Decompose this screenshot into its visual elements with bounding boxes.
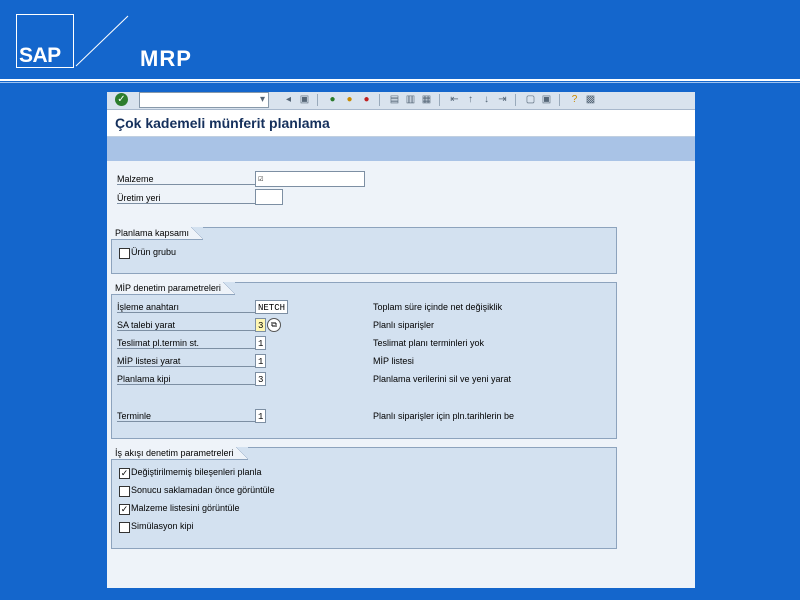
teslimat-pl-input[interactable]: 1	[255, 336, 266, 350]
group-is-akisi	[111, 447, 617, 549]
malzeme-input[interactable]	[255, 171, 365, 187]
planlama-kipi-input[interactable]: 3	[255, 372, 266, 386]
new-session-icon[interactable]: ▢	[525, 94, 536, 105]
isleme-anahtari-label: İşleme anahtarı	[117, 302, 255, 313]
sa-talebi-input[interactable]: 3	[255, 318, 266, 332]
sonucu-checkbox[interactable]	[119, 486, 130, 497]
sa-talebi-desc: Planlı siparişler	[373, 320, 435, 330]
last-page-icon[interactable]: ⇥	[498, 94, 507, 105]
mip-listesi-desc: MİP listesi	[373, 356, 414, 366]
back-nav-icon[interactable]: ●	[329, 94, 336, 105]
teslimat-pl-label: Teslimat pl.termin st.	[117, 338, 255, 349]
application-toolbar	[107, 137, 695, 161]
sa-talebi-label: SA talebi yarat	[117, 320, 255, 331]
exit-icon[interactable]: ●	[346, 94, 353, 105]
selection-screen	[107, 161, 695, 588]
cancel-icon[interactable]: ●	[363, 94, 370, 105]
uretim-yeri-input[interactable]	[255, 189, 283, 205]
group-planlama-kapsami-title: Planlama kapsamı	[111, 227, 203, 240]
ok-icon[interactable]: ✓	[115, 93, 128, 106]
malzeme-listesi-label: Malzeme listesini görüntüle	[131, 503, 240, 513]
screen-title-bar	[107, 110, 695, 137]
mip-listesi-input[interactable]: 1	[255, 354, 266, 368]
footer-band	[0, 588, 800, 600]
command-field[interactable]	[139, 92, 269, 108]
planlama-kipi-label: Planlama kipi	[117, 374, 255, 385]
uretim-yeri-label: Üretim yeri	[117, 193, 255, 204]
find-next-icon[interactable]: ▦	[421, 94, 432, 105]
mip-listesi-label: MİP listesi yarat	[117, 356, 255, 367]
terminle-desc: Planlı siparişler için pln.tarihlerin be	[373, 411, 515, 421]
screen-title: Çok kademeli münferit planlama	[115, 115, 330, 131]
slide-title: MRP	[140, 46, 192, 71]
command-history-icon[interactable]: ▾	[259, 94, 266, 105]
required-entry-icon: ☑	[258, 174, 264, 184]
system-toolbar	[107, 92, 695, 110]
sap-logo-text: SAP	[19, 44, 61, 67]
toolbar-separator	[559, 94, 560, 106]
isleme-anahtari-desc: Toplam süre içinde net değişiklik	[373, 302, 503, 312]
group-mip-denetim	[111, 282, 617, 439]
urun-grubu-label: Ürün grubu	[131, 247, 177, 257]
layout-icon[interactable]: ▩	[585, 94, 596, 105]
malzeme-listesi-checkbox[interactable]: ✓	[120, 504, 129, 514]
simulasyon-label: Simülasyon kipi	[131, 521, 194, 531]
degistirilmemis-label: Değiştirilmemiş bileşenleri planla	[131, 467, 262, 477]
urun-grubu-checkbox[interactable]	[119, 248, 130, 259]
toolbar-separator	[379, 94, 380, 106]
next-page-icon[interactable]: ↓	[484, 94, 489, 105]
terminle-input[interactable]: 1	[255, 409, 266, 423]
print-icon[interactable]: ▤	[389, 94, 400, 105]
malzeme-label: Malzeme	[117, 174, 255, 185]
teslimat-pl-desc: Teslimat planı terminleri yok	[373, 338, 485, 348]
group-mip-denetim-title: MİP denetim parametreleri	[111, 282, 235, 295]
degistirilmemis-checkbox[interactable]: ✓	[120, 468, 129, 478]
planlama-kipi-desc: Planlama verilerini sil ve yeni yarat	[373, 374, 512, 384]
header-divider-secondary	[0, 82, 800, 83]
sap-logo	[16, 14, 74, 68]
logo-slash-graphic	[74, 14, 130, 68]
sap-window	[107, 92, 695, 588]
help-icon[interactable]: ?	[571, 94, 578, 105]
sonucu-label: Sonucu saklamadan önce görüntüle	[131, 485, 275, 495]
toolbar-separator	[439, 94, 440, 106]
group-is-akisi-title: İş akışı denetim parametreleri	[111, 447, 248, 460]
search-help-icon[interactable]: ⧉	[267, 318, 281, 332]
header-divider	[0, 79, 800, 81]
group-planlama-kapsami	[111, 227, 617, 274]
terminle-label: Terminle	[117, 411, 255, 422]
toolbar-separator	[515, 94, 516, 106]
find-icon[interactable]: ▥	[405, 94, 416, 105]
isleme-anahtari-input[interactable]: NETCH	[255, 300, 288, 314]
toolbar-separator	[317, 94, 318, 106]
back-small-icon[interactable]: ◂	[285, 94, 292, 105]
shortcut-icon[interactable]: ▣	[541, 94, 552, 105]
first-page-icon[interactable]: ⇤	[450, 94, 459, 105]
simulasyon-checkbox[interactable]	[119, 522, 130, 533]
prev-page-icon[interactable]: ↑	[468, 94, 473, 105]
save-icon[interactable]: ▣	[299, 94, 310, 105]
